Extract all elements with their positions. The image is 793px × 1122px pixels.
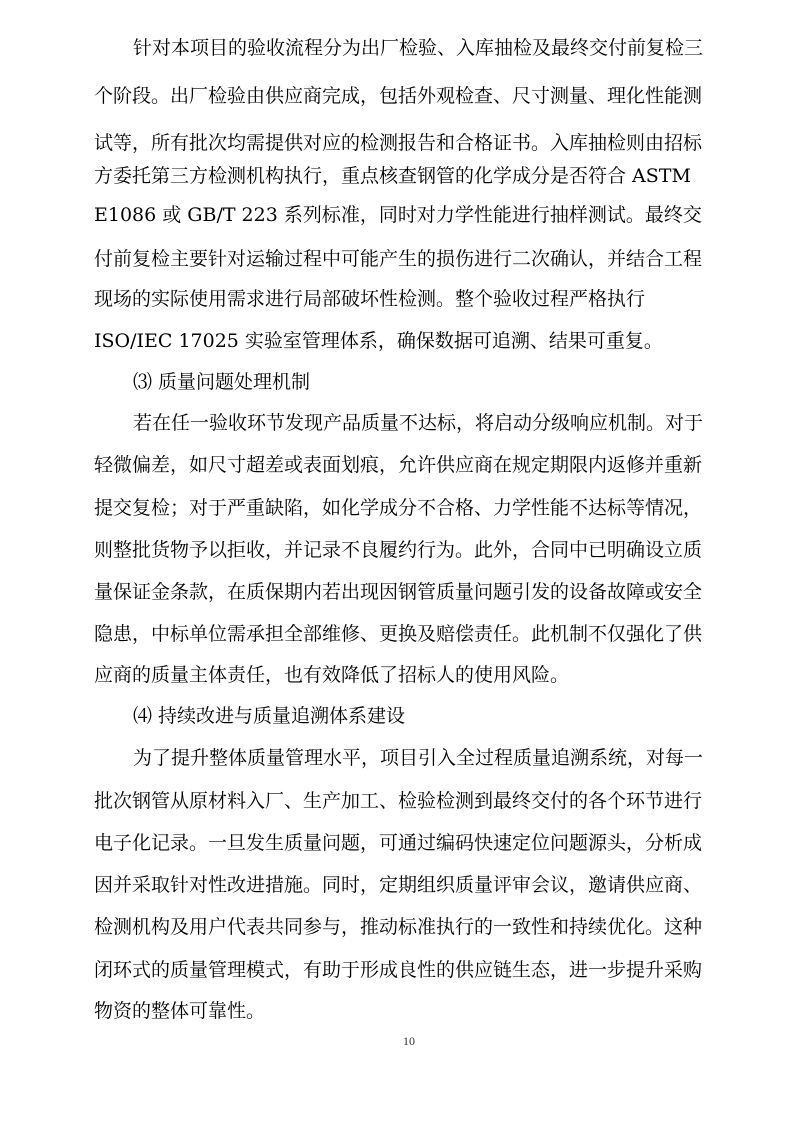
paragraph-1-line-1: 针对本项目的验收流程分为出厂检验、入库抽检及最终交付前复检三: [133, 37, 704, 59]
paragraph-2-line-7: 应商的质量主体责任，也有效降低了招标人的使用风险。: [94, 664, 570, 686]
paragraph-2-line-5: 量保证金条款，在质保期内若出现因钢管质量问题引发的设备故障或安全: [94, 581, 703, 603]
paragraph-1-line-4: 方委托第三方检测机构执行，重点核查钢管的化学成分是否符合 ASTM: [94, 165, 691, 187]
paragraph-3-line-7: 物资的整体可靠性。: [94, 1000, 266, 1022]
paragraph-2-line-4: 则整批货物予以拒收，并记录不良履约行为。此外，合同中已明确设立质: [94, 539, 703, 561]
paragraph-2-line-1: 若在任一验收环节发现产品质量不达标，将启动分级响应机制。对于: [133, 412, 704, 434]
paragraph-1-line-3: 试等，所有批次均需提供对应的检测报告和合格证书。入库抽检则由招标: [94, 132, 703, 154]
paragraph-1-line-2: 个阶段。出厂检验由供应商完成，包括外观检查、尺寸测量、理化性能测: [94, 85, 703, 107]
paragraph-1-line-5: E1086 或 GB/T 223 系列标准，同时对力学性能进行抽样测试。最终交: [94, 204, 702, 226]
paragraph-1-line-6: 付前复检主要针对运输过程中可能产生的损伤进行二次确认，并结合工程: [94, 248, 703, 270]
paragraph-3-line-3: 电子化记录。一旦发生质量问题，可通过编码快速定位问题源头，分析成: [94, 832, 703, 854]
paragraph-2-line-6: 隐患，中标单位需承担全部维修、更换及赔偿责任。此机制不仅强化了供: [94, 623, 703, 645]
page-number: 10: [403, 1034, 415, 1048]
paragraph-1-line-8: ISO/IEC 17025 实验室管理体系，确保数据可追溯、结果可重复。: [94, 330, 663, 352]
section-heading-3: ⑶ 质量问题处理机制: [133, 371, 311, 393]
paragraph-3-line-5: 检测机构及用户代表共同参与，推动标准执行的一致性和持续优化。这种: [94, 916, 703, 938]
paragraph-2-line-3: 提交复检；对于严重缺陷，如化学成分不合格、力学性能不达标等情况，: [94, 497, 703, 519]
paragraph-3-line-1: 为了提升整体质量管理水平，项目引入全过程质量追溯系统，对每一: [133, 747, 704, 769]
section-heading-4: ⑷ 持续改进与质量追溯体系建设: [133, 705, 406, 727]
paragraph-1-line-7: 现场的实际使用需求进行局部破坏性检测。整个验收过程严格执行: [94, 288, 646, 310]
paragraph-3-line-6: 闭环式的质量管理模式，有助于形成良性的供应链生态，进一步提升采购: [94, 959, 703, 981]
paragraph-3-line-4: 因并采取针对性改进措施。同时，定期组织质量评审会议，邀请供应商、: [94, 874, 703, 896]
paragraph-3-line-2: 批次钢管从原材料入厂、生产加工、检验检测到最终交付的各个环节进行: [94, 790, 703, 812]
paragraph-2-line-2: 轻微偏差，如尺寸超差或表面划痕，允许供应商在规定期限内返修并重新: [94, 454, 703, 476]
